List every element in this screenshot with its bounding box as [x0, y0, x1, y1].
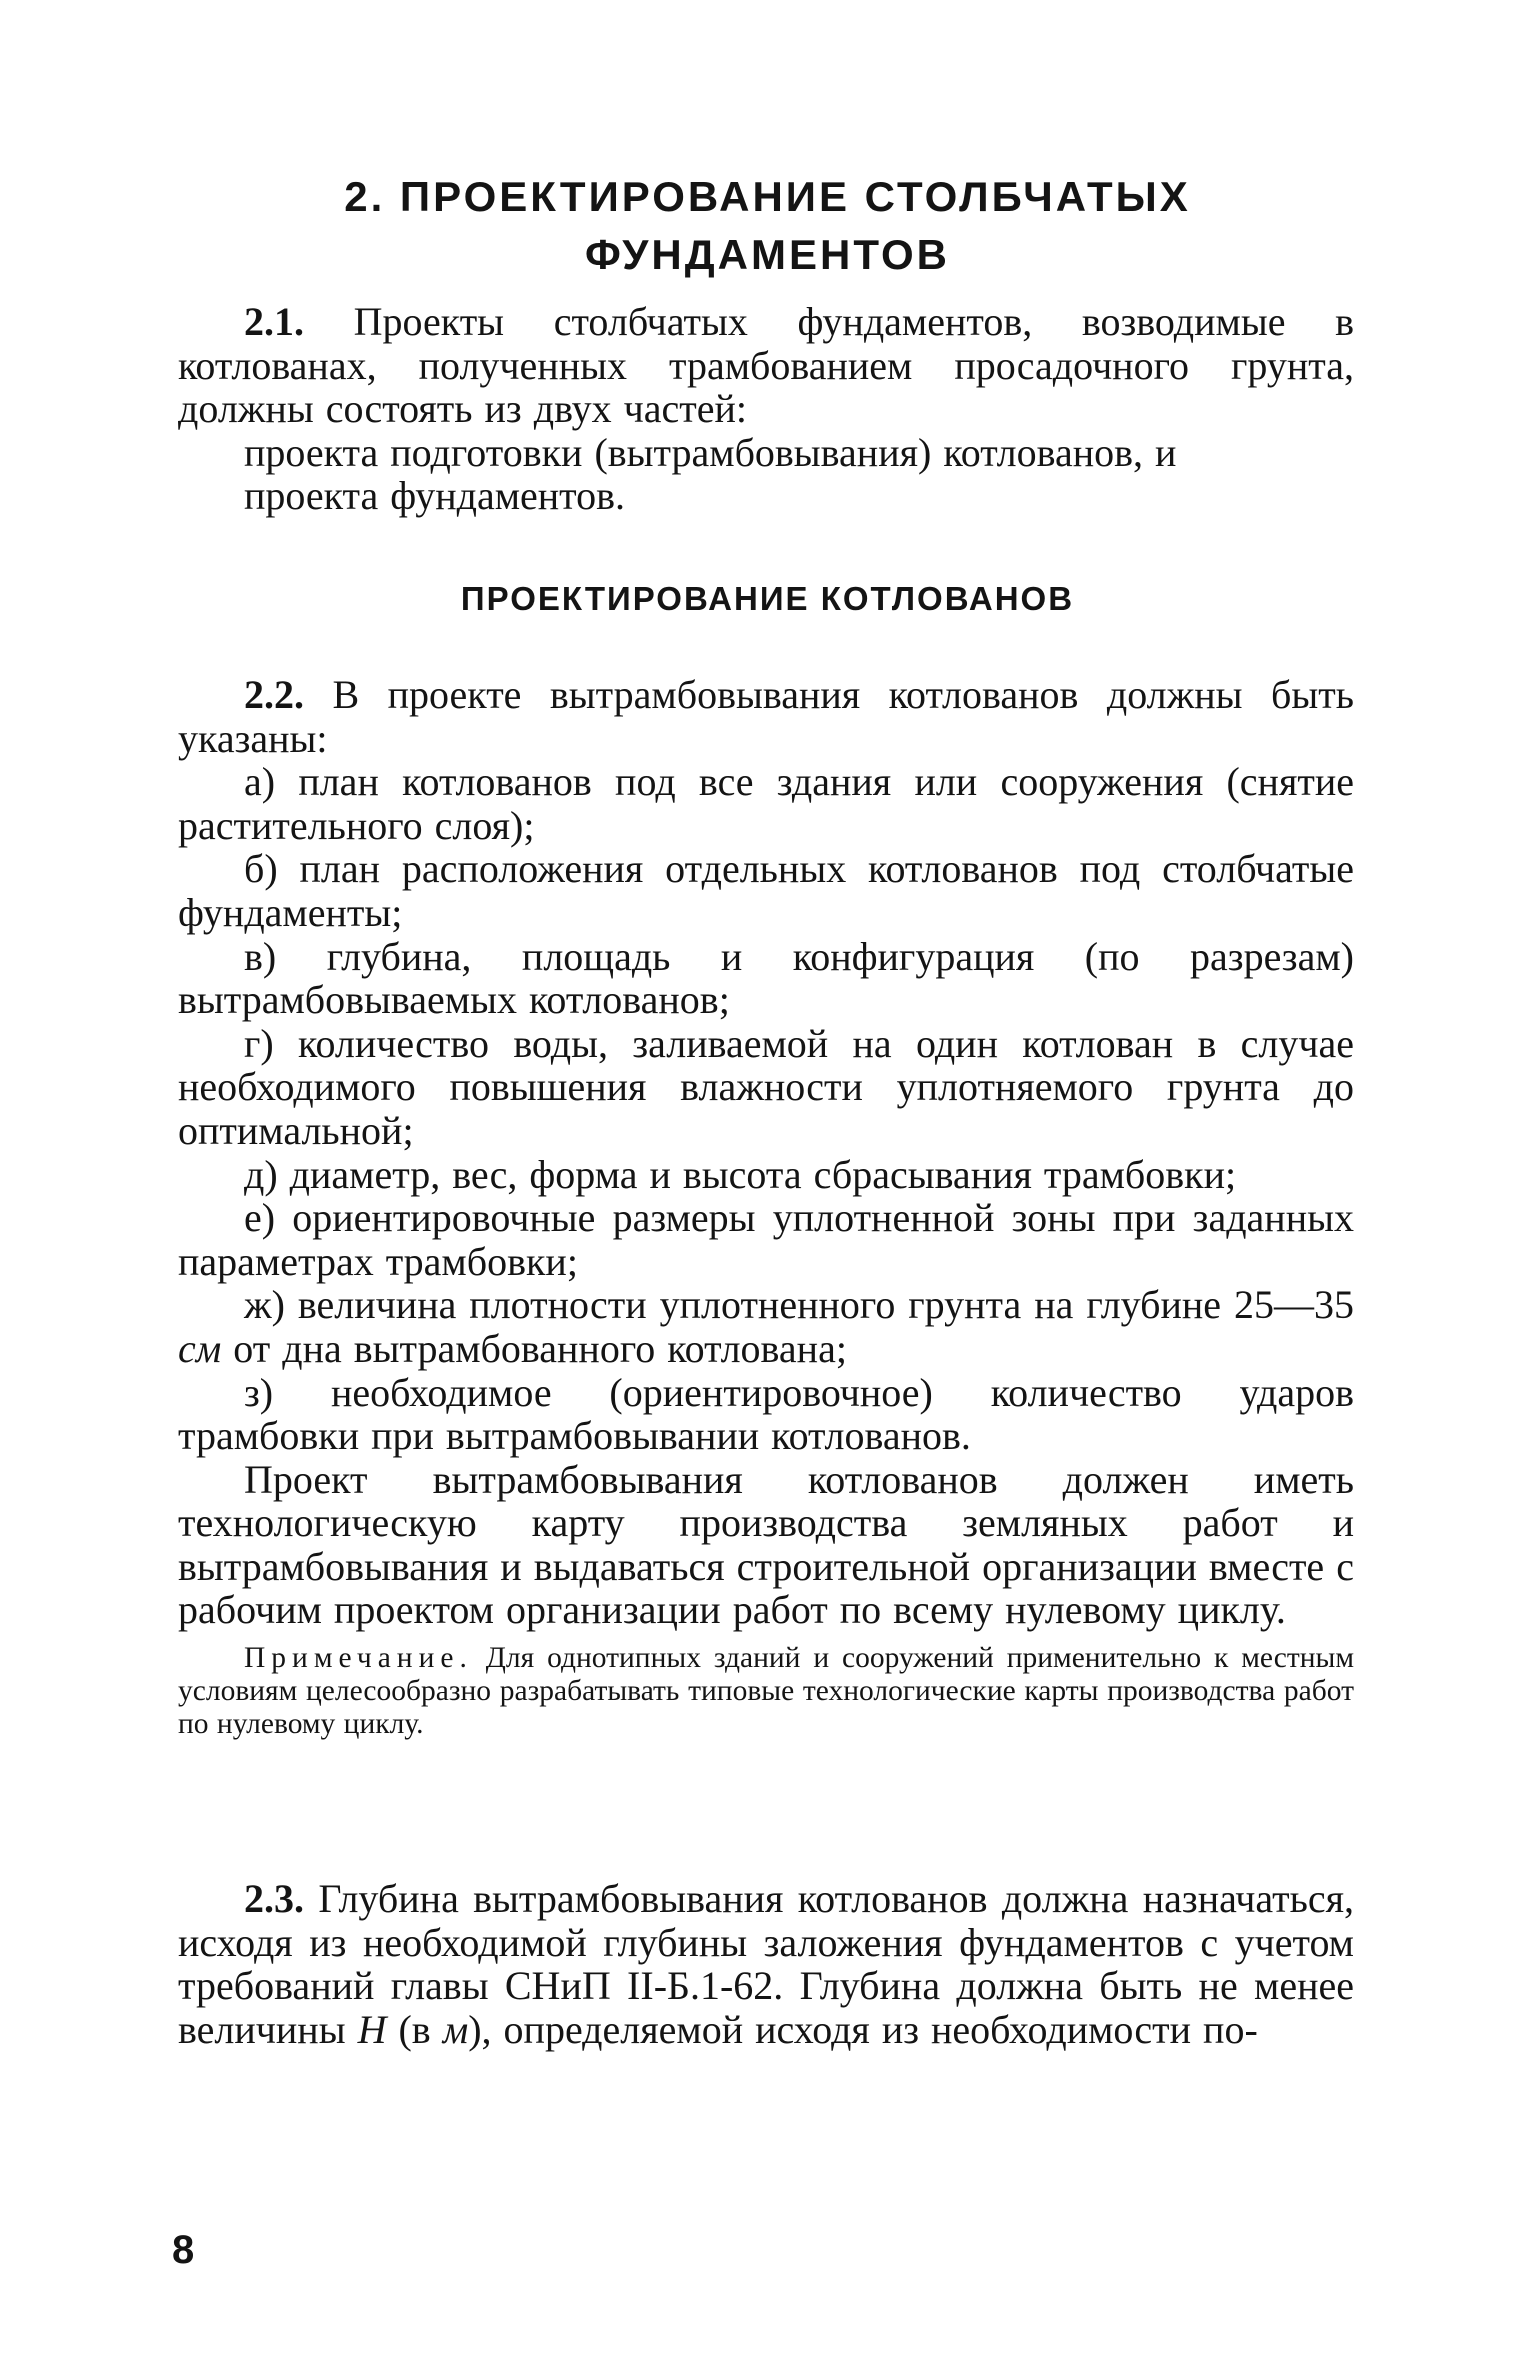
list-item-b: б) план расположения отдельных котлованов под столбчатые фундаменты;: [178, 846, 1354, 935]
section-number: 2.3.: [244, 1876, 304, 1921]
paragraph-text: В проекте вытрамбовывания котлованов должны быть указаны:: [178, 672, 1354, 761]
symbol-h: H: [357, 2006, 387, 2052]
paragraph-text: ), определяемой исходя из необходимости по-: [468, 2006, 1258, 2052]
chapter-title-line-2: ФУНДАМЕНТОВ: [585, 231, 950, 278]
list-item-zh: [178, 1283, 1354, 1370]
page-number: 8: [172, 2228, 195, 2272]
paragraph-2-1: [178, 300, 1354, 431]
section-number: 2.1.: [244, 299, 304, 344]
unit-label: см: [178, 1325, 222, 1371]
note-text: Для однотипных зданий и сооружений применительно к местным условиям целесообразно разрабатывать типовые технологические карты производства работ по нулевому циклу.: [178, 1642, 1354, 1741]
unit-label: м: [442, 2006, 469, 2052]
section-2-3: [178, 1877, 1354, 2051]
list-item-v: в) глубина, площадь и конфигурация (по разрезам) вытрамбовываемых котлованов;: [178, 933, 1354, 1023]
list-item-text: от дна вытрамбованного котлована;: [221, 1325, 847, 1371]
paragraph-text: Проекты столбчатых фундаментов, возводимые в котлованах, полученных трамбованием просадочного грунта, должны состоять из двух частей:: [178, 299, 1355, 432]
paragraph-2-3: [178, 1877, 1354, 2051]
list-item-g: г) количество воды, заливаемой на один котлован в случае необходимого повышения влажности уплотняемого грунта до оптимальной;: [178, 1020, 1354, 1153]
note-label: Примечание.: [244, 1642, 473, 1675]
part-item: проекта подготовки (вытрамбовывания) котлованов, и: [244, 429, 1177, 475]
chapter-title: [0, 168, 1535, 284]
section-number: 2.2.: [244, 672, 304, 717]
section-2-1: [178, 300, 1354, 518]
list-item-a: а) план котлованов под все здания или сооружения (снятие растительного слоя);: [178, 759, 1354, 848]
section-2-2: [178, 673, 1354, 1741]
paragraph-2-2: [178, 673, 1354, 760]
chapter-title-line-1: 2. ПРОЕКТИРОВАНИЕ СТОЛБЧАТЫХ: [344, 173, 1191, 220]
part-item: проекта фундаментов.: [244, 473, 626, 519]
note-paragraph: [178, 1642, 1354, 1741]
list-item-text: ж) величина плотности уплотненного грунта на глубине 25—35: [244, 1282, 1354, 1328]
section-subheading: ПРОЕКТИРОВАНИЕ КОТЛОВАНОВ: [460, 580, 1075, 617]
list-item-e: е) ориентировочные размеры уплотненной зоны при заданных параметрах трамбовки;: [178, 1195, 1354, 1284]
list-item-z: з) необходимое (ориентировочное) количество ударов трамбовки при вытрамбовывании котлованов.: [178, 1369, 1354, 1459]
paragraph-text: Глубина вытрамбовывания котлованов должна назначаться, исходя из необходимой глубины заложения фундаментов с учетом требований главы СНиП II-Б.1-62. Глубина должна быть не менее величины: [178, 1876, 1354, 2052]
paragraph-text: (в: [386, 2006, 443, 2052]
list-item-d: д) диаметр, вес, форма и высота сбрасывания трамбовки;: [244, 1151, 1237, 1197]
closing-paragraph: Проект вытрамбовывания котлованов должен иметь технологическую карту производства земляных работ и вытрамбовывания и выдаваться строительной организации вместе с рабочим проектом организации работ по всему нулевому циклу.: [178, 1456, 1354, 1633]
